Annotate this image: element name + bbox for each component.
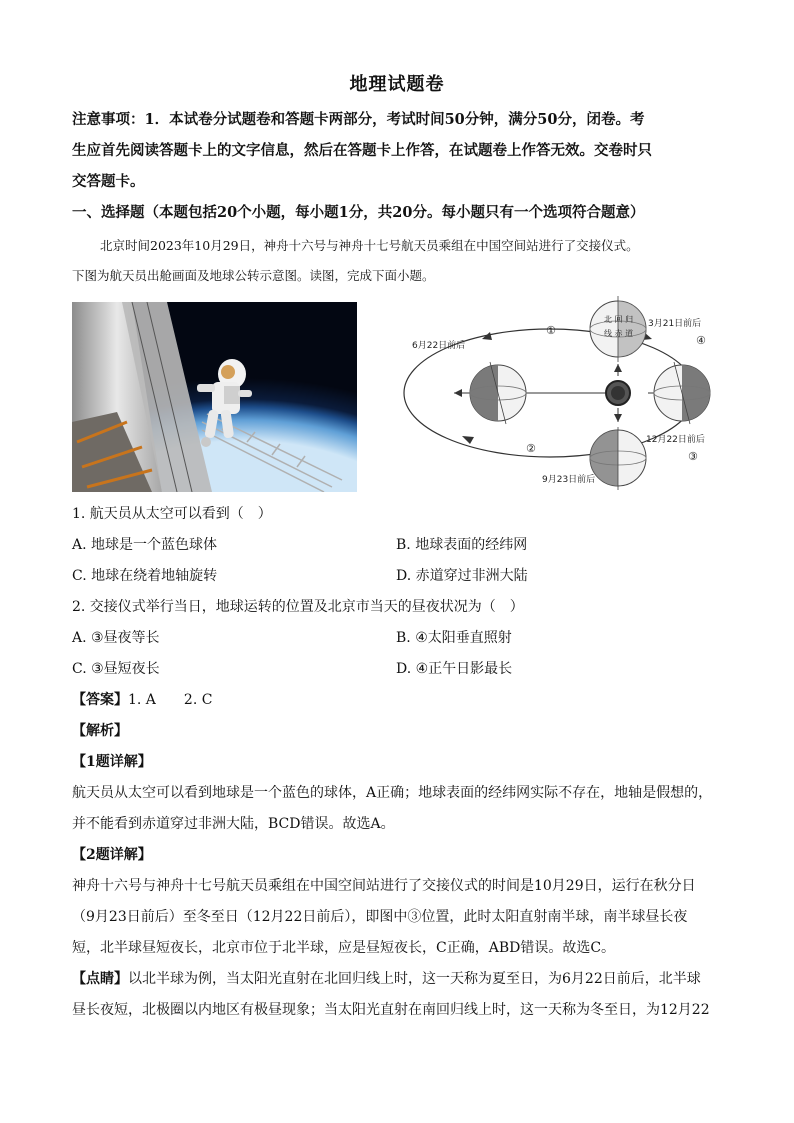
earth-revolution-diagram xyxy=(390,296,720,492)
q2-option-c-text: C. ③昼短夜长 xyxy=(72,661,160,677)
tip-text-1: 以北半球为例，当太阳光直射在北回归线上时，这一天称为夏至日，为6月22日前后，北半球 xyxy=(128,971,701,987)
detail2-label: 【2题详解】 xyxy=(72,847,152,863)
label-sep23: 9月23日前后 xyxy=(542,475,596,485)
q1-option-d-text[interactable]: D. 赤道穿过非洲大陆 xyxy=(396,568,528,584)
position-1: ① xyxy=(546,324,556,337)
detail2-line-1: 神舟十六号与神舟十七号航天员乘组在中国空间站进行了交接仪式的时间是10月29日，运行在秋分日 xyxy=(72,878,696,894)
q1-stem: 1. 航天员从太空可以看到（ ） xyxy=(72,506,272,522)
analysis-label: 【解析】 xyxy=(72,723,128,739)
q1-option-b-text[interactable]: B. 地球表面的经纬网 xyxy=(396,537,528,553)
detail1-line-1: 航天员从太空可以看到地球是一个蓝色的球体，A正确；地球表面的经纬网实际不存在，地轴是假想的， xyxy=(72,785,713,801)
answer-line xyxy=(72,688,722,712)
orbit-arrow-2 xyxy=(462,436,474,444)
earth-top xyxy=(590,296,646,362)
q2-option-d-text[interactable]: D. ④正午日影最长 xyxy=(396,661,513,677)
intro-line-2: 下图为航天员出舱画面及地球公转示意图。读图，完成下面小题。 xyxy=(72,268,435,283)
answer-label: 【答案】 xyxy=(72,692,128,708)
label-dec22: 12月22日前后 xyxy=(646,435,705,445)
q1-option-c[interactable] xyxy=(72,564,722,588)
earth-left xyxy=(470,362,526,424)
q2-option-b-text[interactable]: B. ④太阳垂直照射 xyxy=(396,630,512,646)
detail2-line-3: 短，北半球昼短夜长，北京市位于北半球，应是昼短夜长，C正确，ABD错误。故选C。 xyxy=(72,940,616,956)
detail1-line-2: 并不能看到赤道穿过非洲大陆，BCD错误。故选A。 xyxy=(72,816,395,832)
q2-option-c[interactable] xyxy=(72,657,722,681)
tip-line-1 xyxy=(72,967,722,991)
earth-bottom xyxy=(590,427,646,490)
astronaut-spacewalk-photo xyxy=(72,302,357,492)
svg-text:北 回 归: 北 回 归 xyxy=(604,315,634,324)
detail1-label: 【1题详解】 xyxy=(72,754,152,770)
notice-line-2: 生应首先阅读答题卡上的文字信息，然后在答题卡上作答，在试题卷上作答无效。交卷时只 xyxy=(72,142,652,159)
position-3: ③ xyxy=(688,450,698,463)
notice-line-1: 注意事项：1．本试卷分试题卷和答题卡两部分，考试时间50分钟，满分50分，闭卷。考 xyxy=(72,111,645,128)
detail2-line-2: （9月23日前后）至冬至日（12月22日前后），即图中③位置，此时太阳直射南半球，南半球昼长夜 xyxy=(72,909,688,925)
q1-option-a[interactable] xyxy=(72,533,722,557)
intro-line-1: 北京时间2023年10月29日，神舟十六号与神舟十七号航天员乘组在中国空间站进行了交接仪式。 xyxy=(100,238,639,253)
page-title: 地理试题卷 xyxy=(349,74,445,95)
svg-text:线 赤 道: 线 赤 道 xyxy=(604,329,634,338)
tip-line-2: 昼长夜短，北极圈以内地区有极昼现象；当太阳光直射在南回归线上时，这一天称为冬至日，为12月22 xyxy=(72,1002,710,1018)
q2-option-a[interactable] xyxy=(72,626,722,650)
q1-option-c-text: C. 地球在绕着地轴旋转 xyxy=(72,568,218,584)
answer-text: 1. A 2. C xyxy=(128,692,213,708)
position-2: ② xyxy=(526,442,536,455)
q1-option-a-text: A. 地球是一个蓝色球体 xyxy=(72,537,218,553)
earth-right xyxy=(654,362,710,424)
label-jun22: 6月22日前后 xyxy=(412,341,466,351)
tip-label: 【点睛】 xyxy=(72,971,128,987)
q2-option-a-text: A. ③昼夜等长 xyxy=(72,630,160,646)
q2-stem: 2. 交接仪式举行当日，地球运转的位置及北京市当天的昼夜状况为（ ） xyxy=(72,599,524,615)
label-mar21: 3月21日前后 xyxy=(648,319,702,329)
position-4: ④ xyxy=(696,334,706,347)
section-heading: 一、选择题（本题包括20个小题，每小题1分，共20分。每小题只有一个选项符合题意） xyxy=(72,204,645,221)
notice-line-3: 交答题卡。 xyxy=(72,173,145,190)
